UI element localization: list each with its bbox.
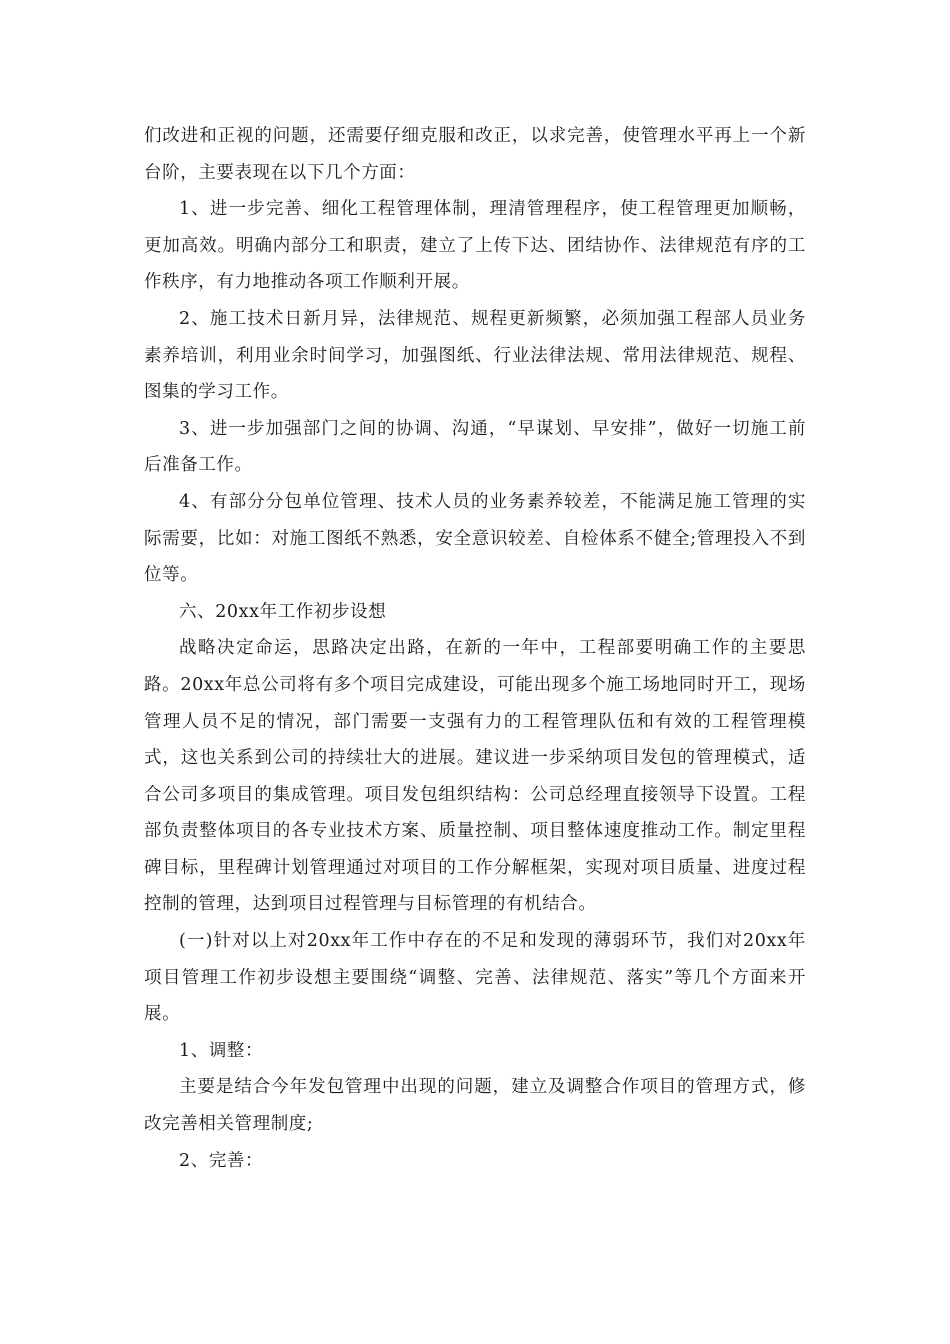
paragraph-continuation: 们改进和正视的问题，还需要仔细克服和改正，以求完善，使管理水平再上一个新台阶，主要表现在以下几个方面： <box>144 126 806 183</box>
document-body <box>144 118 806 1179</box>
item-adjust-heading: 1、调整： <box>179 1040 264 1061</box>
section-heading-six: 六、20xx年工作初步设想 <box>179 601 387 622</box>
paragraph-strategy: 战略决定命运，思路决定出路，在新的一年中，工程部要明确工作的主要思路。20xx年总公司将有多个项目完成建设，可能出现多个施工场地同时开工，现场管理人员不足的情况，部门需要一支强有力的工程管理队伍和有效的工程管理模式，这也关系到公司的持续壮大的进展。建议进一步采纳项目发包的管理模式，适合公司多项目的集成管理。项目发包组织结构：公司总经理直接领导下设置。工程部负责整体项目的各专业技术方案、质量控制、项目整体速度推动工作。制定里程碑目标，里程碑计划管理通过对项目的工作分解框架，实现对项目质量、进度过程控制的管理，达到项目过程管理与目标管理的有机结合。 <box>144 638 806 915</box>
paragraph-subsection-one: (一)针对以上对20xx年工作中存在的不足和发现的薄弱环节，我们对20xx年项目管理工作初步设想主要围绕“调整、完善、法律规范、落实”等几个方面来开展。 <box>144 931 806 1025</box>
item-improve-heading: 2、完善： <box>179 1150 264 1171</box>
paragraph-item-4: 4、有部分分包单位管理、技术人员的业务素养较差，不能满足施工管理的实际需要，比如：对施工图纸不熟悉，安全意识较差、自检体系不健全;管理投入不到位等。 <box>144 491 806 586</box>
paragraph-item-2: 2、施工技术日新月异，法律规范、规程更新频繁，必须加强工程部人员业务素养培训，利用业余时间学习，加强图纸、行业法律法规、常用法律规范、规程、图集的学习工作。 <box>144 308 806 403</box>
paragraph-item-3: 3、进一步加强部门之间的协调、沟通，“早谋划、早安排”，做好一切施工前后准备工作。 <box>144 418 806 476</box>
paragraph-item-1: 1、进一步完善、细化工程管理体制，理清管理程序，使工程管理更加顺畅，更加高效。明确内部分工和职责，建立了上传下达、团结协作、法律规范有序的工作秩序，有力地推动各项工作顺利开展。 <box>144 199 806 293</box>
paragraph-adjust: 主要是结合今年发包管理中出现的问题，建立及调整合作项目的管理方式，修改完善相关管理制度; <box>144 1077 806 1135</box>
